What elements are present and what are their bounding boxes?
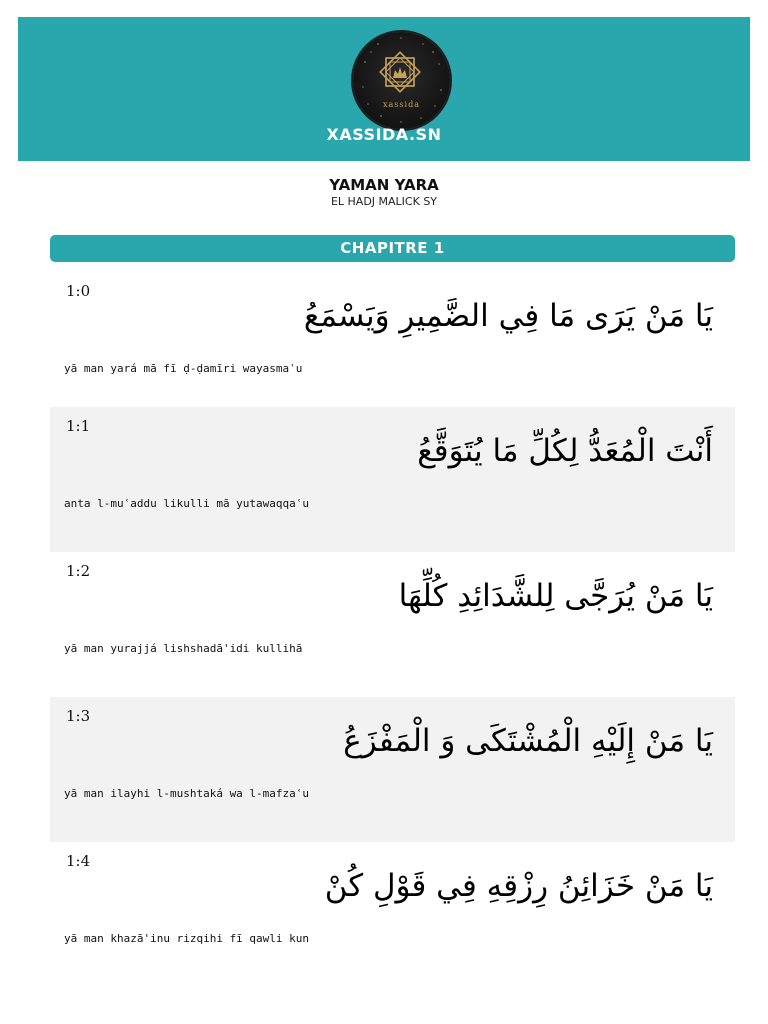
verse-arabic-text: يَا مَنْ يُرَجَّى لِلشَّدَائِدِ كُلِّهَا [398, 578, 713, 614]
document-title: YAMAN YARA [329, 176, 439, 194]
header-banner [18, 17, 750, 161]
verse-arabic-text: يَا مَنْ يَرَى مَا فِي الضَّمِيرِ وَيَسْمَعُ [303, 298, 713, 334]
site-name[interactable]: XASSIDA.SN [326, 125, 442, 144]
verse-arabic-text: يَا مَنْ إِلَيْهِ الْمُشْتَكَى وَ الْمَفْزَعُ [343, 723, 713, 759]
verse-block [50, 407, 735, 552]
verse-arabic-text: يَا مَنْ خَزَائِنُ رِزْقِهِ فِي قَوْلِ كُنْ [324, 868, 713, 904]
verse-transliteration: yā man yurajjá lishshadā'idi kullihā [64, 642, 303, 655]
verse-block [50, 552, 735, 697]
verse-block [50, 272, 735, 417]
verse-transliteration: anta l-muʿaddu likulli mā yutawaqqaʿu [64, 497, 310, 510]
verse-arabic-text: أَنْتَ الْمُعَدُّ لِكُلِّ مَا يُتَوَقَّعُ [417, 433, 713, 469]
logo-wordmark: xassida [383, 100, 420, 109]
verse-block [50, 842, 735, 987]
verse-number: 1:4 [66, 852, 91, 870]
document-author: EL HADJ MALICK SY [330, 195, 438, 208]
verse-number: 1:0 [66, 282, 91, 300]
site-logo[interactable] [353, 32, 450, 129]
verse-transliteration: yā man khazā'inu rizqihi fī qawli kun [64, 932, 310, 945]
verse-transliteration: yā man yará mā fī ḍ-ḍamīri wayasmaʿu [64, 362, 303, 375]
star-emblem-icon [353, 32, 450, 129]
verse-block [50, 697, 735, 842]
verse-number: 1:1 [66, 417, 91, 435]
verse-number: 1:2 [66, 562, 91, 580]
verse-transliteration: yā man ilayhi l-mushtaká wa l-mafzaʿu [64, 787, 310, 800]
chapter-heading: CHAPITRE 1 [50, 235, 735, 262]
verse-number: 1:3 [66, 707, 91, 725]
